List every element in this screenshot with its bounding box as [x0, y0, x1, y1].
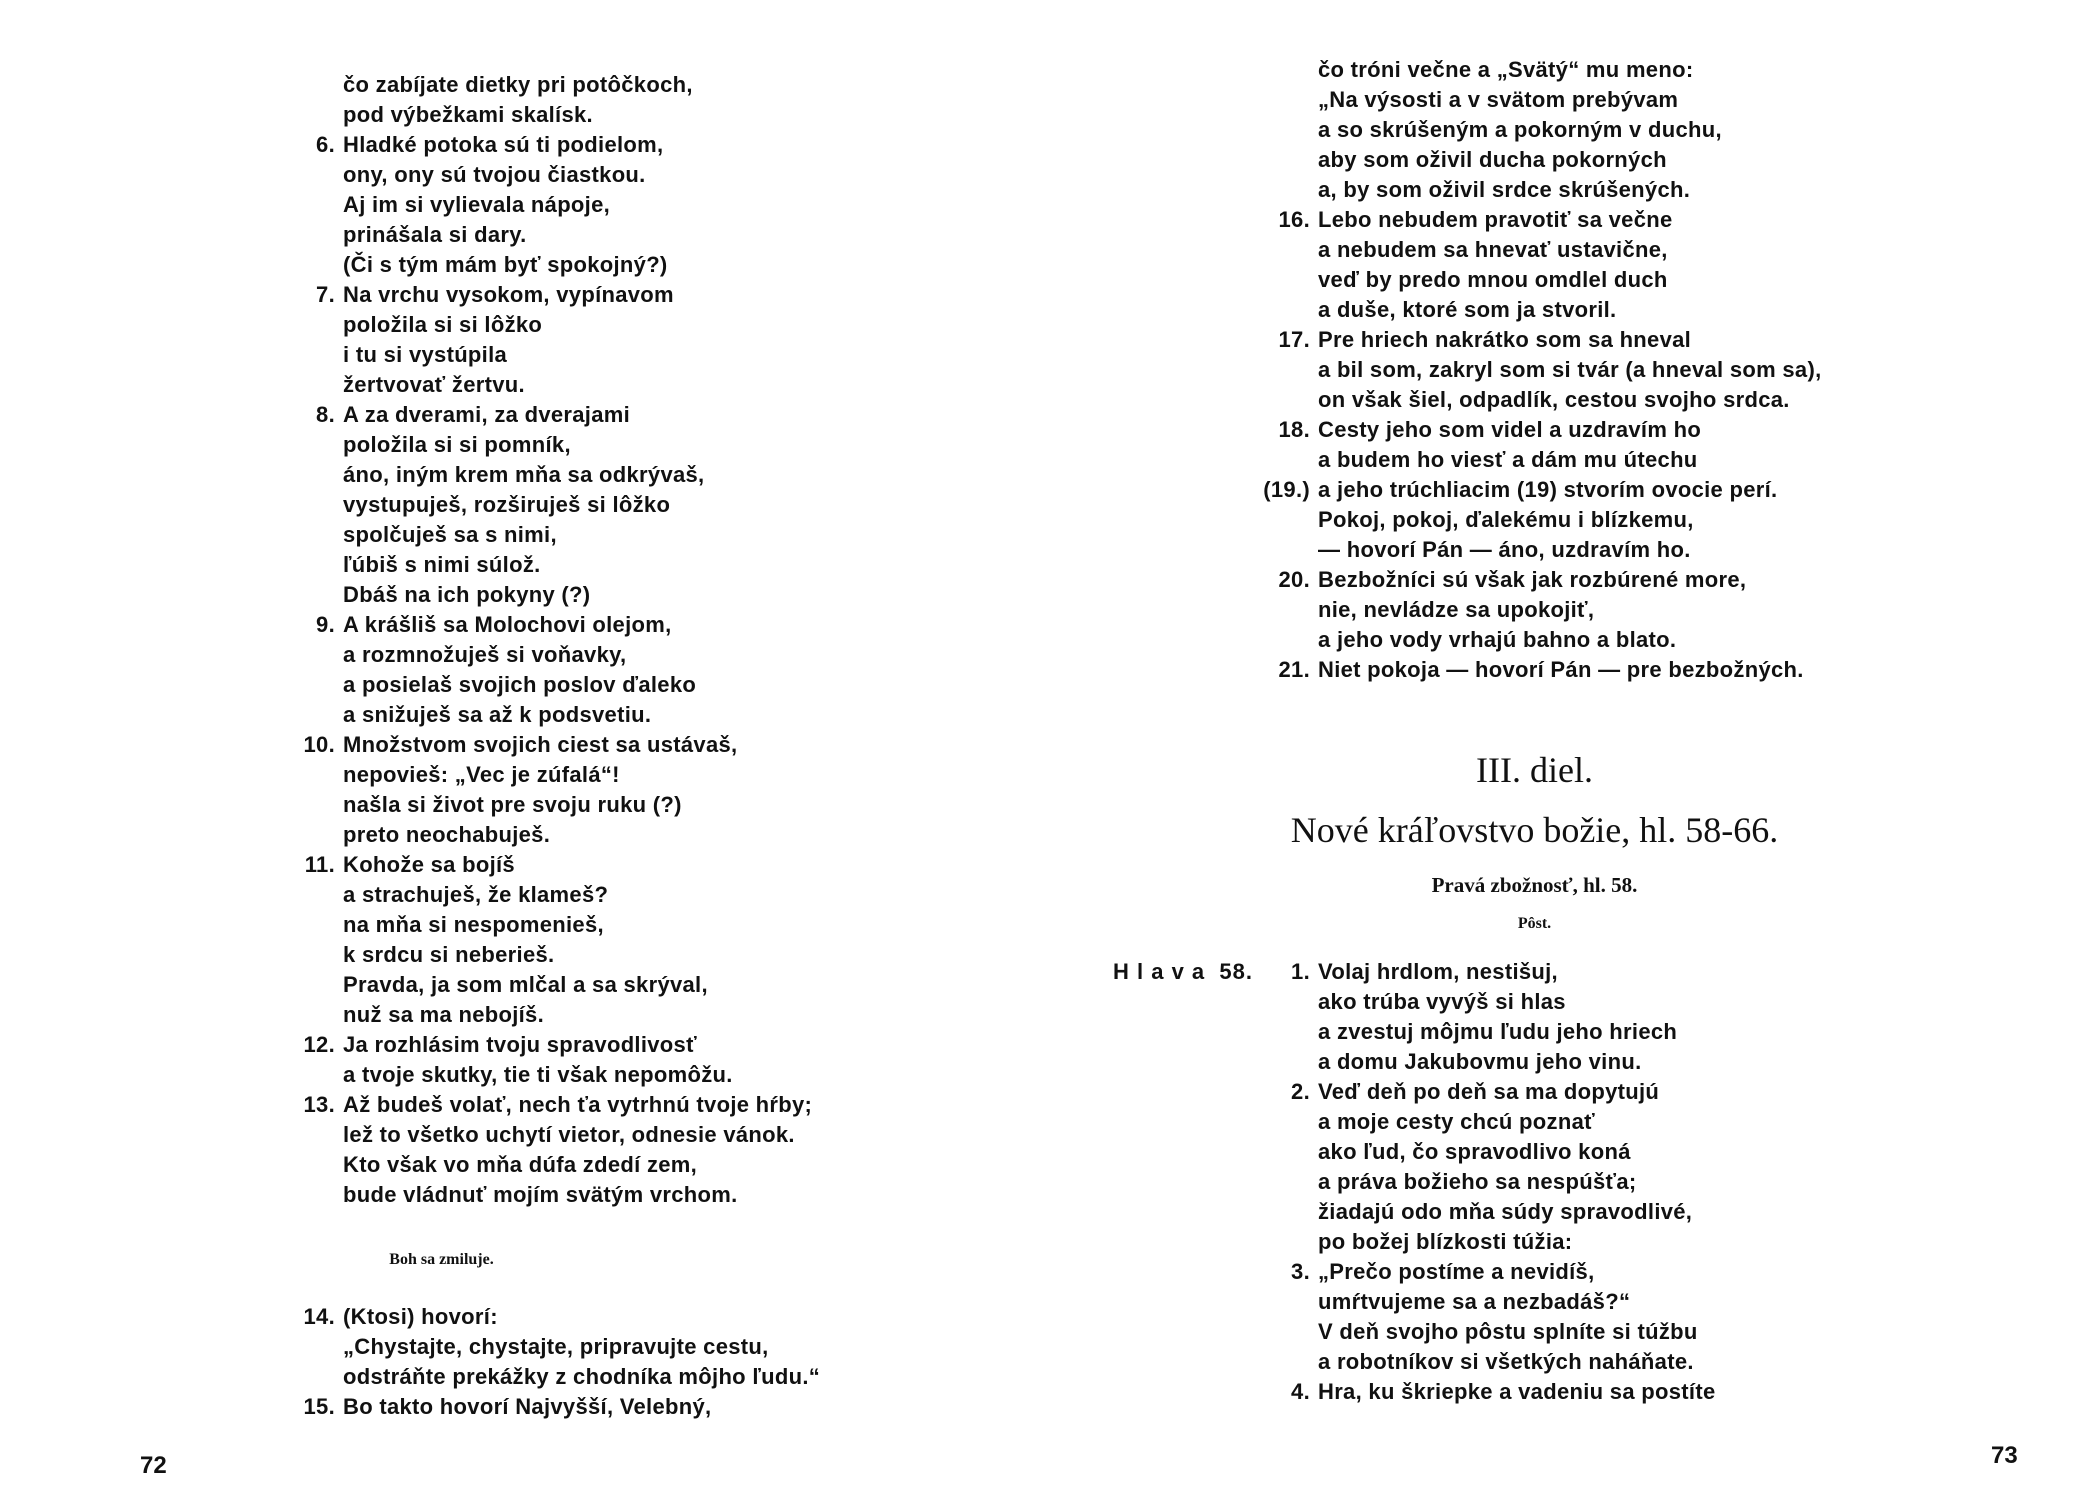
- verse-text: a zvestuj môjmu ľudu jeho hriech: [1318, 1019, 1678, 1044]
- verse-line: [1291, 1257, 1716, 1287]
- verse-line: [343, 790, 812, 820]
- verse-text: a rozmnožuješ si voňavky,: [343, 642, 627, 667]
- verse-line: [1318, 1287, 1716, 1317]
- verse-line: [343, 70, 812, 100]
- verse-line: [343, 340, 812, 370]
- verse-text: Hladké potoka sú ti podielom,: [343, 132, 664, 157]
- verse-text: nepovieš: „Vec je zúfalá“!: [343, 762, 620, 787]
- verse-line: [343, 430, 812, 460]
- verse-line: [343, 160, 812, 190]
- verse-text: Pokoj, pokoj, ďalekému i blízkemu,: [1318, 507, 1694, 532]
- verse-number: 12.: [303, 1032, 335, 1057]
- verse-line: [343, 640, 812, 670]
- verse-number: 6.: [316, 132, 335, 157]
- verse-text: Až budeš volať, nech ťa vytrhnú tvoje hŕby;: [343, 1092, 813, 1117]
- verse-text: Kohože sa bojíš: [343, 852, 515, 877]
- verse-text: a moje cesty chcú poznať: [1318, 1109, 1595, 1134]
- verse-number: 4.: [1291, 1379, 1310, 1404]
- verse-text: Kto však vo mňa dúfa zdedí zem,: [343, 1152, 698, 1177]
- verse-text: Veď deň po deň sa ma dopytujú: [1318, 1079, 1660, 1104]
- verse-text: pod výbežkami skalísk.: [343, 102, 593, 127]
- verse-text: veď by predo mnou omdlel duch: [1318, 267, 1668, 292]
- verse-line: [343, 1120, 812, 1150]
- verse-text: nie, nevládze sa upokojiť,: [1318, 597, 1595, 622]
- verse-text: umŕtvujeme sa a nezbadáš?“: [1318, 1289, 1631, 1314]
- verse-number: 21.: [1278, 657, 1310, 682]
- verse-text: (Či s tým mám byť spokojný?): [343, 252, 668, 277]
- chapter-label: H l a v a 58.: [1113, 959, 1253, 984]
- verse-line: [343, 490, 812, 520]
- verse-text: spolčuješ sa s nimi,: [343, 522, 557, 547]
- verse-text: Dbáš na ich pokyny (?): [343, 582, 591, 607]
- verse-text: a domu Jakubovmu jeho vinu.: [1318, 1049, 1642, 1074]
- verse-line: [1318, 235, 1822, 265]
- verse-line: [1318, 1047, 1716, 1077]
- verse-text: Pre hriech nakrátko som sa hneval: [1318, 327, 1692, 352]
- verse-number: 9.: [316, 612, 335, 637]
- verse-number: 14.: [303, 1304, 335, 1329]
- verse-number: 2.: [1291, 1079, 1310, 1104]
- verse-text: a strachuješ, že klameš?: [343, 882, 609, 907]
- verse-text: bude vládnuť mojím svätým vrchom.: [343, 1182, 738, 1207]
- verse-text: našla si život pre svoju ruku (?): [343, 792, 682, 817]
- verse-line: [1318, 145, 1822, 175]
- verse-text: Cesty jeho som videl a uzdravím ho: [1318, 417, 1702, 442]
- verse-line: [343, 460, 812, 490]
- verse-line: [343, 700, 812, 730]
- verse-line: [1318, 595, 1822, 625]
- verse-line: [303, 1090, 813, 1120]
- verse-number: 10.: [303, 732, 335, 757]
- verse-text: A krášliš sa Molochovi olejom,: [343, 612, 672, 637]
- verse-text: Volaj hrdlom, nestišuj,: [1318, 959, 1558, 984]
- verse-line: [343, 1060, 812, 1090]
- verse-text: lež to všetko uchytí vietor, odnesie vánok.: [343, 1122, 795, 1147]
- verse-line: [1291, 957, 1716, 987]
- verse-text: ony, ony sú tvojou čiastkou.: [343, 162, 646, 187]
- verse-line: [1278, 565, 1822, 595]
- verse-text: Ja rozhlásim tvoju spravodlivosť: [343, 1032, 697, 1057]
- verse-line: [304, 850, 812, 880]
- verse-text: a jeho vody vrhajú bahno a blato.: [1318, 627, 1677, 652]
- verse-line: [1263, 475, 1822, 505]
- verse-text: nuž sa ma nebojíš.: [343, 1002, 545, 1027]
- verse-text: „Prečo postíme a nevidíš,: [1318, 1259, 1595, 1284]
- verse-line: [303, 1392, 820, 1422]
- verse-line: [1318, 1227, 1716, 1257]
- verse-text: a tvoje skutky, tie ti však nepomôžu.: [343, 1062, 733, 1087]
- verse-line: [343, 1180, 812, 1210]
- verse-text: Lebo nebudem pravotiť sa večne: [1318, 207, 1673, 232]
- verse-line: [343, 370, 812, 400]
- verse-text: ľúbiš s nimi súlož.: [343, 552, 541, 577]
- verse-line: [343, 670, 812, 700]
- verse-text: a duše, ktoré som ja stvoril.: [1318, 297, 1617, 322]
- verse-line: [1278, 655, 1822, 685]
- verse-text: (Ktosi) hovorí:: [343, 1304, 498, 1329]
- verse-line: [1291, 1077, 1716, 1107]
- verse-text: čo zabíjate dietky pri potôčkoch,: [343, 72, 693, 97]
- verse-number: 16.: [1278, 207, 1310, 232]
- verse-line: [343, 970, 812, 1000]
- verse-text: Niet pokoja — hovorí Pán — pre bezbožných.: [1318, 657, 1804, 682]
- verse-number: 17.: [1278, 327, 1310, 352]
- verse-number: 13.: [303, 1092, 335, 1117]
- page-number-left: 72: [140, 1452, 167, 1479]
- verse-line: [1318, 1197, 1716, 1227]
- verse-text: Na vrchu vysokom, vypínavom: [343, 282, 674, 307]
- verse-line: [1318, 85, 1822, 115]
- verse-text: a, by som oživil srdce skrúšených.: [1318, 177, 1691, 202]
- verse-line: [316, 130, 812, 160]
- verse-line: [1318, 535, 1822, 565]
- verse-text: V deň svojho pôstu splníte si túžbu: [1318, 1319, 1698, 1344]
- verse-block-right-2: [1291, 957, 1716, 1407]
- verse-text: a práva božieho sa nespúšťa;: [1318, 1169, 1637, 1194]
- verse-text: a bil som, zakryl som si tvár (a hneval som sa),: [1318, 357, 1822, 382]
- verse-number: 8.: [316, 402, 335, 427]
- verse-line: [303, 730, 812, 760]
- verse-line: [1318, 385, 1822, 415]
- verse-text: prinášala si dary.: [343, 222, 527, 247]
- right-page: [1043, 0, 2086, 1500]
- verse-line: [1318, 1017, 1716, 1047]
- verse-text: Aj im si vylievala nápoje,: [343, 192, 611, 217]
- verse-line: [1318, 55, 1822, 85]
- verse-line: [316, 400, 812, 430]
- verse-number: 20.: [1278, 567, 1310, 592]
- verse-line: [1318, 175, 1822, 205]
- verse-line: [343, 310, 812, 340]
- verse-line: [316, 280, 812, 310]
- verse-line: [343, 760, 812, 790]
- subtitle: Pravá zbožnosť, hl. 58.: [1431, 873, 1638, 897]
- verse-line: [343, 1362, 820, 1392]
- verse-text: preto neochabuješ.: [343, 822, 551, 847]
- verse-line: [343, 100, 812, 130]
- verse-line: [343, 190, 812, 220]
- verse-text: položila si si lôžko: [343, 312, 543, 337]
- verse-line: [343, 520, 812, 550]
- verse-text: — hovorí Pán — áno, uzdravím ho.: [1318, 537, 1691, 562]
- verse-number: 15.: [303, 1394, 335, 1419]
- verse-line: [343, 580, 812, 610]
- verse-text: k srdcu si neberieš.: [343, 942, 555, 967]
- verse-line: [303, 1302, 820, 1332]
- verse-text: a nebudem sa hnevať ustavične,: [1318, 237, 1668, 262]
- verse-line: [343, 1332, 820, 1362]
- verse-text: „Na výsosti a v svätom prebývam: [1318, 87, 1679, 112]
- verse-line: [343, 820, 812, 850]
- verse-line: [1318, 1167, 1716, 1197]
- verse-text: a robotníkov si všetkých naháňate.: [1318, 1349, 1694, 1374]
- verse-text: Bezbožníci sú však jak rozbúrené more,: [1318, 567, 1747, 592]
- verse-line: [343, 1000, 812, 1030]
- verse-text: Množstvom svojich ciest sa ustávaš,: [343, 732, 738, 757]
- verse-line: [1318, 1107, 1716, 1137]
- verse-number: 18.: [1278, 417, 1310, 442]
- verse-text: vystupuješ, rozširuješ si lôžko: [343, 492, 671, 517]
- verse-line: [1278, 205, 1822, 235]
- verse-text: on však šiel, odpadlík, cestou svojho srdca.: [1318, 387, 1790, 412]
- verse-text: a posielaš svojich poslov ďaleko: [343, 672, 697, 697]
- main-title: Nové kráľovstvo božie, hl. 58-66.: [1290, 810, 1779, 850]
- verse-number: 1.: [1291, 959, 1310, 984]
- verse-text: Pravda, ja som mlčal a sa skrýval,: [343, 972, 708, 997]
- verse-line: [1278, 325, 1822, 355]
- verse-text: Hra, ku škriepke a vadeniu sa postíte: [1318, 1379, 1716, 1404]
- verse-text: čo tróni večne a „Svätý“ mu meno:: [1318, 57, 1694, 82]
- verse-line: [1318, 505, 1822, 535]
- verse-line: [1291, 1377, 1716, 1407]
- verse-line: [343, 940, 812, 970]
- page-number-right: 73: [1991, 1442, 2018, 1469]
- verse-line: [316, 610, 812, 640]
- verse-text: žertvovať žertvu.: [343, 372, 525, 397]
- verse-text: áno, iným krem mňa sa odkrývaš,: [343, 462, 705, 487]
- verse-line: [1318, 445, 1822, 475]
- verse-line: [1318, 115, 1822, 145]
- verse-block-left-2: [303, 1302, 821, 1422]
- verse-line: [343, 880, 812, 910]
- verse-text: žiadajú odo mňa súdy spravodlivé,: [1318, 1199, 1693, 1224]
- verse-text: aby som oživil ducha pokorných: [1318, 147, 1667, 172]
- verse-line: [1318, 265, 1822, 295]
- verse-text: i tu si vystúpila: [343, 342, 508, 367]
- verse-number: (19.): [1263, 477, 1310, 502]
- verse-line: [1318, 355, 1822, 385]
- verse-text: ako trúba vyvýš si hlas: [1318, 989, 1566, 1014]
- verse-number: 7.: [316, 282, 335, 307]
- verse-line: [1318, 625, 1822, 655]
- verse-line: [343, 220, 812, 250]
- verse-line: [343, 910, 812, 940]
- verse-line: [343, 550, 812, 580]
- verse-text: a jeho trúchliacim (19) stvorím ovocie perí.: [1318, 477, 1778, 502]
- verse-text: na mňa si nespomenieš,: [343, 912, 604, 937]
- verse-line: [343, 1150, 812, 1180]
- verse-text: a so skrúšeným a pokorným v duchu,: [1318, 117, 1722, 142]
- verse-text: Bo takto hovorí Najvyšší, Velebný,: [343, 1394, 712, 1419]
- verse-text: A za dverami, za dverajami: [343, 402, 631, 427]
- verse-line: [1318, 1347, 1716, 1377]
- verse-text: odstráňte prekážky z chodníka môjho ľudu.“: [343, 1364, 821, 1389]
- verse-block-left-1: [303, 70, 813, 1210]
- section-heading: Boh sa zmiluje.: [389, 1251, 494, 1268]
- verse-number: 3.: [1291, 1259, 1310, 1284]
- verse-line: [343, 250, 812, 280]
- verse-line: [303, 1030, 812, 1060]
- verse-text: ako ľud, čo spravodlivo koná: [1318, 1139, 1631, 1164]
- verse-line: [1318, 1137, 1716, 1167]
- verse-line: [1318, 987, 1716, 1017]
- verse-line: [1278, 415, 1822, 445]
- verse-line: [1318, 295, 1822, 325]
- verse-text: a snižuješ sa až k podsvetiu.: [343, 702, 652, 727]
- verse-block-right-1: [1263, 55, 1822, 685]
- verse-text: a budem ho viesť a dám mu útechu: [1318, 447, 1698, 472]
- verse-number: 11.: [304, 852, 335, 877]
- verse-text: „Chystajte, chystajte, pripravujte cestu,: [343, 1334, 769, 1359]
- part-title: III. diel.: [1476, 750, 1593, 790]
- verse-text: po božej blízkosti túžia:: [1318, 1229, 1573, 1254]
- subsubtitle: Pôst.: [1517, 915, 1552, 932]
- verse-line: [1318, 1317, 1716, 1347]
- verse-text: položila si si pomník,: [343, 432, 571, 457]
